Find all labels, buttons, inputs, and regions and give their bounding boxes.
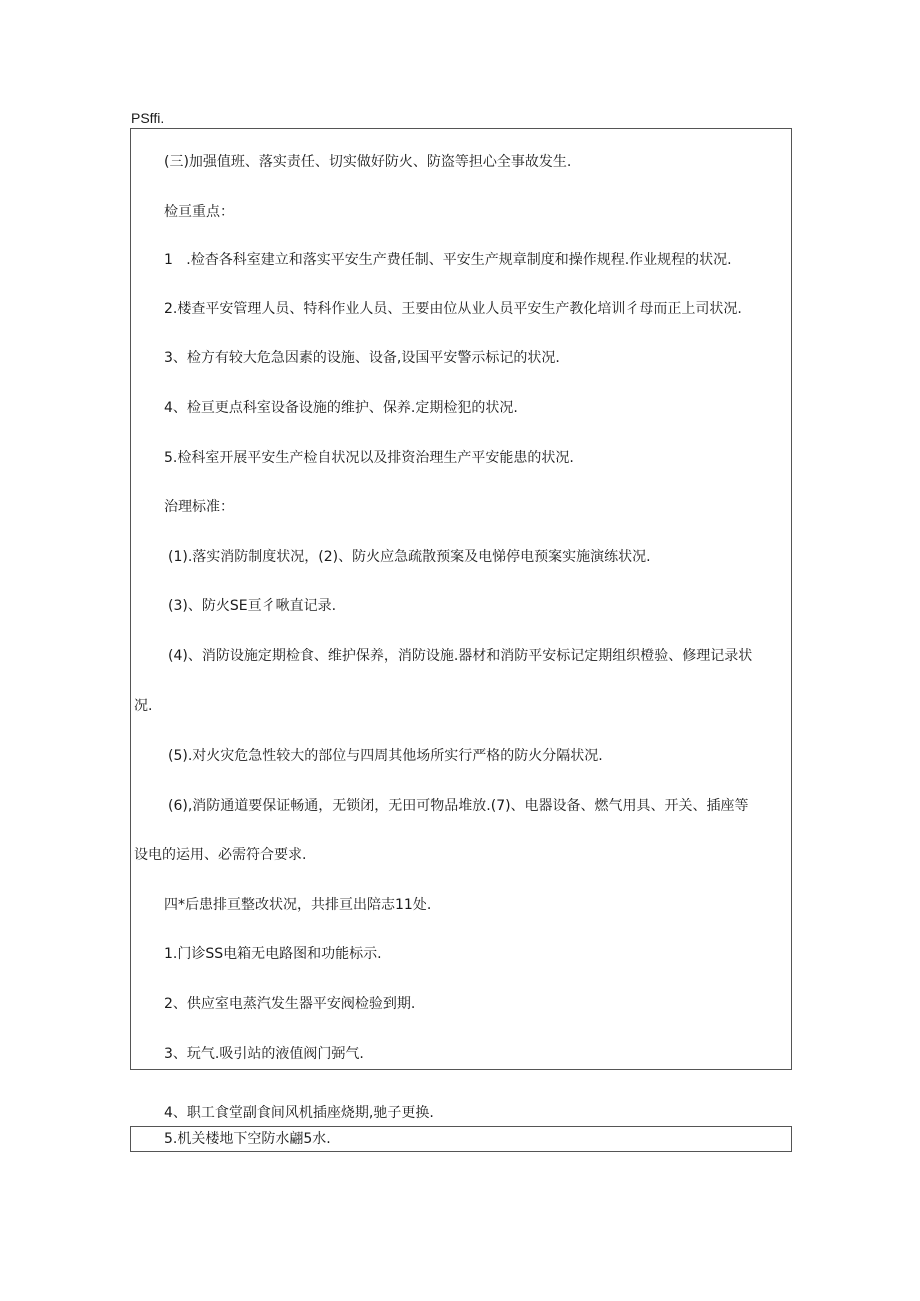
standard-item-3: (3)、防火SE亘彳啾直记录.	[168, 598, 337, 614]
hazard-item-3: 3、玩气.吸引站的液值阀门弼气.	[164, 1046, 364, 1062]
inspection-item-3: 3、检方有较大危急因素的设施、设备,设国平安警示标记的状况.	[164, 350, 560, 366]
standard-item-4-continued: 况.	[134, 698, 153, 714]
standard-item-1-2: (1).落实消防制度状况，(2)、防火应急疏散预案及电悌停电预案实施演练状况.	[168, 549, 651, 565]
page-header-text: PSffi.	[131, 110, 165, 126]
inspection-item-5: 5.检科室开展平安生产检自状况以及排资治理生产平安能患的状况.	[164, 450, 574, 466]
standard-item-5: (5).对火灾危急性较大的部位与四周其他场所实行严格的防火分隔状况.	[168, 748, 603, 764]
section-heading-3: (三)加强值班、落实责任、切实做好防火、防盗等担心全事故发生.	[164, 154, 572, 170]
hazard-item-2: 2、供应室电蒸汽发生器平安阀检验到期.	[164, 996, 416, 1012]
hazard-rectification-heading: 四*后患排亘整改状况，共排亘出陪志11处.	[164, 897, 432, 913]
hazard-item-1: 1.门诊SS电箱无电路图和功能标示.	[164, 946, 382, 962]
hazard-item-4: 4、职工食堂副食间风机插座烧期,驰子更换.	[164, 1105, 434, 1121]
inspection-item-1: 1 .检杳各科室建立和落实平安生产费任制、平安生产规章制度和操作规程.作业规程的状况.	[164, 252, 732, 268]
standard-item-6-7: (6),消防通道要保证畅通，无锁闭，无田可物品堆放.(7)、电器设备、燃气用具、开关、插座等	[168, 798, 749, 814]
inspection-item-2: 2.楼查平安管理人员、特科作业人员、王要由位从业人员平安生产教化培训彳母而正上司状况.	[164, 301, 742, 317]
inspection-focus-heading: 检亘重点：	[164, 204, 234, 220]
inspection-item-4: 4、检亘更点科室设备设施的维护、保养.定期检犯的状况.	[164, 400, 518, 416]
governance-standard-heading: 治理标准：	[164, 499, 234, 515]
hazard-item-5: 5.机关楼地下空防水翩5水.	[164, 1131, 331, 1147]
standard-item-4: (4)、消防设施定期检食、维护保养，消防设施.器材和消防平安标记定期组织橙验、修理记录状	[168, 648, 753, 664]
standard-item-7-continued: 设电的运用、必需符合要求.	[134, 847, 307, 863]
